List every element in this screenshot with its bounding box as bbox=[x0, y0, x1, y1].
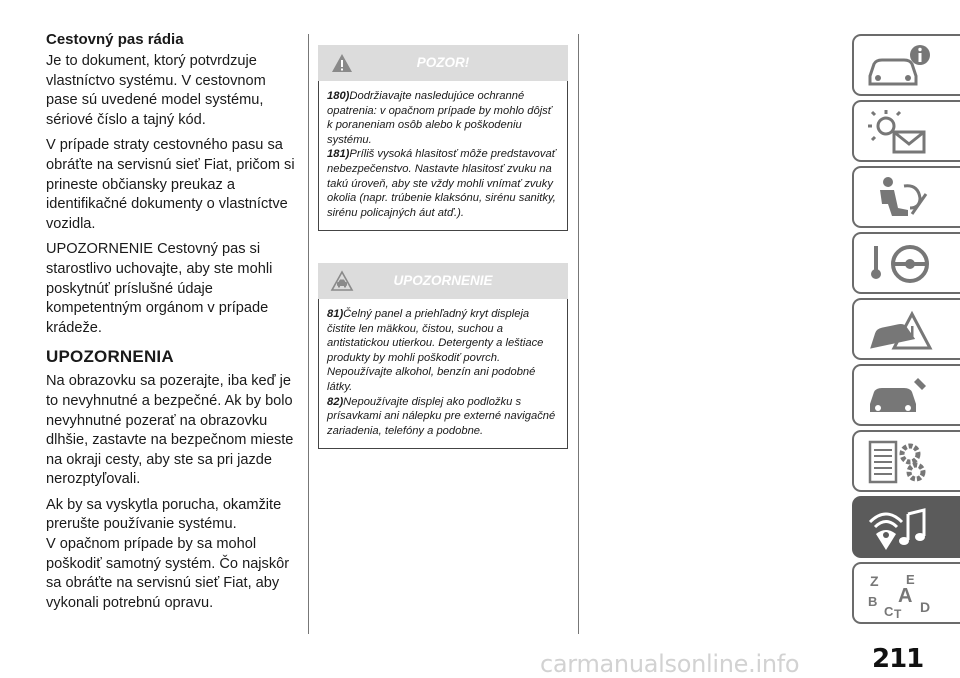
column-divider bbox=[308, 34, 309, 634]
multimedia-icon bbox=[864, 504, 934, 552]
tab-technical-data[interactable] bbox=[852, 430, 960, 492]
paragraph: UPOZORNENIE Cestovný pas si starostlivo uchovajte, aby ste mohli poskytnúť príslušné údaje kompetentným orgánom v prípade krádeže. bbox=[46, 241, 273, 336]
accident-warning-icon bbox=[864, 306, 934, 354]
heading-warnings: UPOZORNENIA bbox=[46, 347, 174, 367]
tab-index[interactable] bbox=[852, 562, 960, 624]
tab-emergency[interactable] bbox=[852, 298, 960, 360]
paragraph: Ak by sa vyskytla porucha, okamžite prerušte používanie systému. bbox=[46, 496, 282, 533]
watermark: carmanualsonline.info bbox=[540, 650, 800, 678]
svg-text:A: A bbox=[898, 585, 913, 607]
pozor-header bbox=[318, 45, 568, 81]
warning-item: 81)Čelný panel a priehľadný kryt displeja čistite len mäkkou, čistou, suchou a antistatickou utierkou. Detergenty a leštiace produkty by mohli poškodiť povrch. Nepoužívajte alkohol, benzín ani podobné látky. bbox=[327, 308, 544, 393]
svg-text:Z: Z bbox=[870, 573, 879, 589]
pozor-box bbox=[318, 45, 568, 231]
key-steering-wheel-icon bbox=[864, 240, 934, 288]
tab-safety[interactable] bbox=[852, 166, 960, 228]
alphabetical-index-icon bbox=[864, 570, 934, 618]
lights-message-icon bbox=[864, 108, 934, 156]
airbag-safety-icon bbox=[864, 174, 934, 222]
warning-item: 180)Dodržiavajte nasledujúce ochranné opatrenia: v opačnom prípade by mohlo dôjsť k poraneniam osôb alebo k poškodeniu systému. bbox=[327, 90, 552, 146]
paragraph: V prípade straty cestovného pasu sa obráťte na servisnú sieť Fiat, pričom si prineste občiansky preukaz a identifikačné dokumenty o vlastníctve vozidla. bbox=[46, 137, 295, 232]
paragraph: Je to dokument, ktorý potvrdzuje vlastníctvo systému. V cestovnom pase sú uvedené model systému, sériové číslo a tajný kód. bbox=[46, 53, 266, 128]
paragraph: V opačnom prípade by sa mohol poškodiť samotný systém. Čo najskôr sa obráťte na servisnú sieť Fiat, aby vykonali potrebnú opravu. bbox=[46, 536, 290, 611]
tab-starting-driving[interactable] bbox=[852, 232, 960, 294]
tab-service[interactable] bbox=[852, 364, 960, 426]
specs-gears-icon bbox=[864, 438, 934, 486]
pozor-title: POZOR! bbox=[416, 55, 470, 70]
warning-item: 82)Nepoužívajte displej ako podložku s prísavkami ani nálepku pre externé navigačné zariadenia, telefóny a podobne. bbox=[327, 395, 556, 437]
tab-lights-messages[interactable] bbox=[852, 100, 960, 162]
warning-item: 181)Príliš vysoká hlasitosť môže predstavovať nebezpečenstvo. Nastavte hlasitosť zvuku na takú úroveň, aby ste vždy mohli vnímať zvuky okolia (napr. trúbenie klaksónu, sirénu sanitky, sirénu policajných áut atď.). bbox=[327, 148, 556, 219]
tab-multimedia[interactable] bbox=[852, 496, 960, 558]
svg-text:T: T bbox=[894, 607, 902, 618]
page-number: 211 bbox=[872, 644, 924, 674]
svg-text:D: D bbox=[920, 599, 931, 615]
upozornenie-body bbox=[318, 299, 568, 449]
upozornenie-header bbox=[318, 263, 568, 299]
paragraph: Na obrazovku sa pozerajte, iba keď je to nevyhnutné a bezpečné. Ak by bolo nevyhnutné pozerať na obrazovku dlhšie, zastavte na bezpečnom mieste na okraji cesty, aby ste sa pri jazde nerozptyľovali. bbox=[46, 373, 294, 488]
svg-text:E: E bbox=[906, 572, 915, 587]
svg-text:B: B bbox=[868, 594, 878, 609]
tab-car-info[interactable] bbox=[852, 34, 960, 96]
left-column bbox=[46, 30, 296, 619]
car-info-icon bbox=[864, 42, 934, 90]
svg-text:C: C bbox=[884, 604, 894, 618]
pozor-body bbox=[318, 81, 568, 231]
column-divider bbox=[578, 34, 579, 634]
upozornenie-title: UPOZORNENIE bbox=[393, 273, 493, 288]
car-service-icon bbox=[864, 372, 934, 420]
upozornenie-box bbox=[318, 263, 568, 449]
chapter-tabs bbox=[852, 34, 960, 628]
heading-radio-passport: Cestovný pas rádia bbox=[46, 31, 184, 48]
